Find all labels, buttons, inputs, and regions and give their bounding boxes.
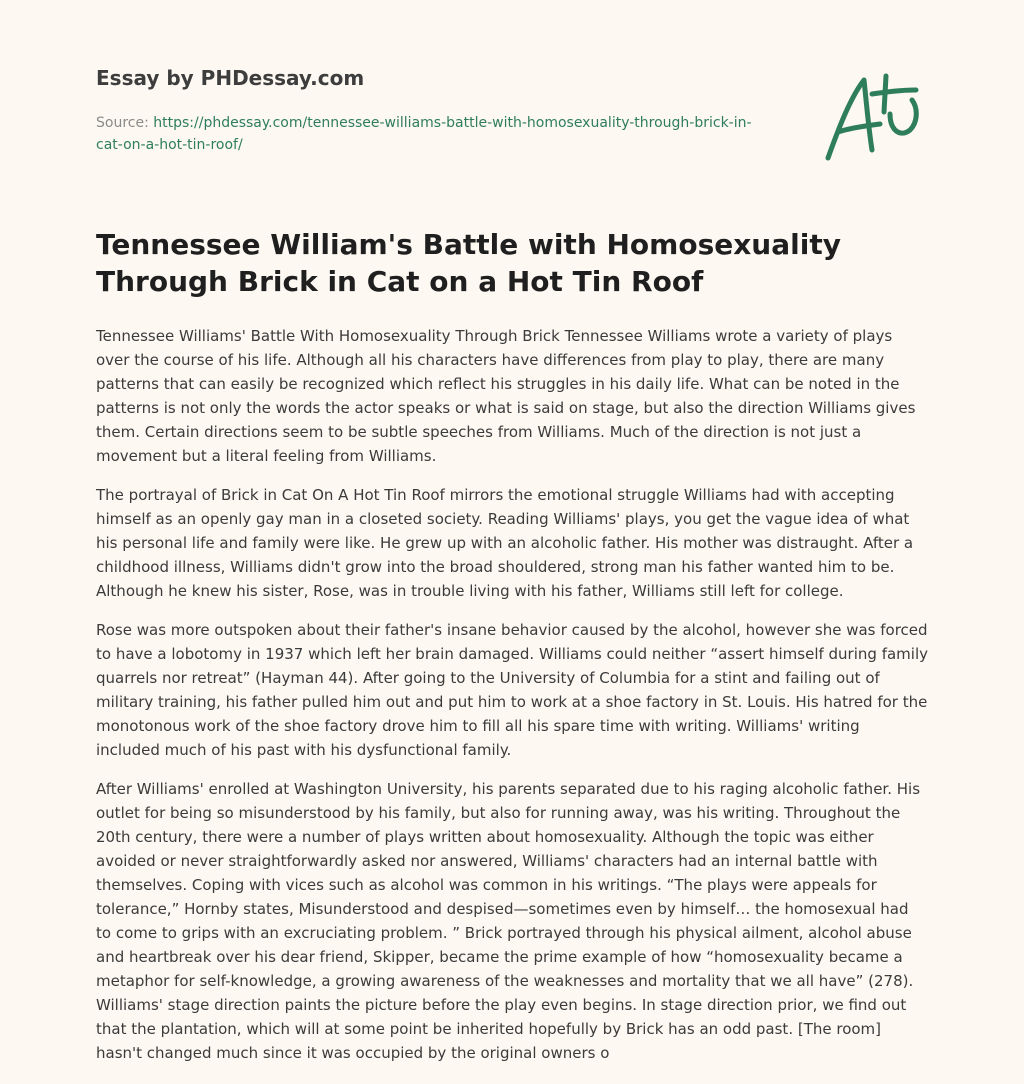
source-link[interactable]: https://phdessay.com/tennessee-williams-battle-with-homosexuality-through-brick-in-cat-on-a-hot-tin-roof/: [96, 115, 752, 153]
article-paragraph: The portrayal of Brick in Cat On A Hot Tin Roof mirrors the emotional struggle Williams had with accepting himself as an openly gay man in a closeted society. Reading Williams' plays, you get the vague idea of what his personal life and family were like. He grew up with an alcoholic father. His mother was distraught. After a childhood illness, Williams didn't grow into the broad shouldered, strong man his father wanted him to be. Although he knew his sister, Rose, was in trouble living with his father, Williams still left for college.: [96, 486, 914, 600]
site-title: Essay by PHDessay.com: [96, 66, 365, 90]
article-body: [96, 324, 928, 1080]
source-label: Source:: [96, 115, 149, 131]
source-line: [96, 112, 776, 156]
article-paragraph: After Williams' enrolled at Washington University, his parents separated due to his raging alcoholic father. His outlet for being so misunderstood by his family, but also for running away, was his writing. Throughout the 20th century, there were a number of plays written about homosexuality. Although the topic was either avoided or never straightforwardly asked nor answered, Williams' characters had an internal battle with themselves. Coping with vices such as alcohol was common in his writings. “The plays were appeals for tolerance,” Hornby states, Misunderstood and despised—sometimes even by himself… the homosexual had to come to grips with an excruciating problem. ” Brick portrayed through his physical ailment, alcohol abuse and heartbreak over his dear friend, Skipper, became the prime example of how “homosexuality became a metaphor for self-knowledge, a growing awareness of the weaknesses and mortality that we all have” (278). Williams' stage direction paints the picture before the play even begins. In stage direction prior, we find out that the plantation, which will at some point be inherited hopefully by Brick has an odd past. [The room] hasn't changed much since it was occupied by the original owners o: [96, 780, 921, 1062]
article-paragraph: Tennessee Williams' Battle With Homosexuality Through Brick Tennessee Williams wrote a variety of plays over the course of his life. Although all his characters have differences from play to play, there are many patterns that can easily be recognized which reflect his struggles in his daily life. What can be noted in the patterns is not only the words the actor speaks or what is said on stage, but also the direction Williams gives them. Certain directions seem to be subtle speeches from Williams. Much of the direction is not just a movement but a literal feeling from Williams.: [96, 327, 916, 465]
a-plus-logo-icon: [820, 68, 930, 166]
article-title: Tennessee William's Battle with Homosexuality Through Brick in Cat on a Hot Tin Roof: [96, 228, 841, 298]
site-header: [96, 64, 776, 156]
article-paragraph: Rose was more outspoken about their father's insane behavior caused by the alcohol, however she was forced to have a lobotomy in 1937 which left her brain damaged. Williams could neither “assert himself during family quarrels nor retreat” (Hayman 44). After going to the University of Columbia for a stint and failing out of military training, his father pulled him out and put him to work at a shoe factory in St. Louis. His hatred for the monotonous work of the shoe factory drove him to fill all his spare time with writing. Williams' writing included much of his past with his dysfunctional family.: [96, 621, 928, 759]
